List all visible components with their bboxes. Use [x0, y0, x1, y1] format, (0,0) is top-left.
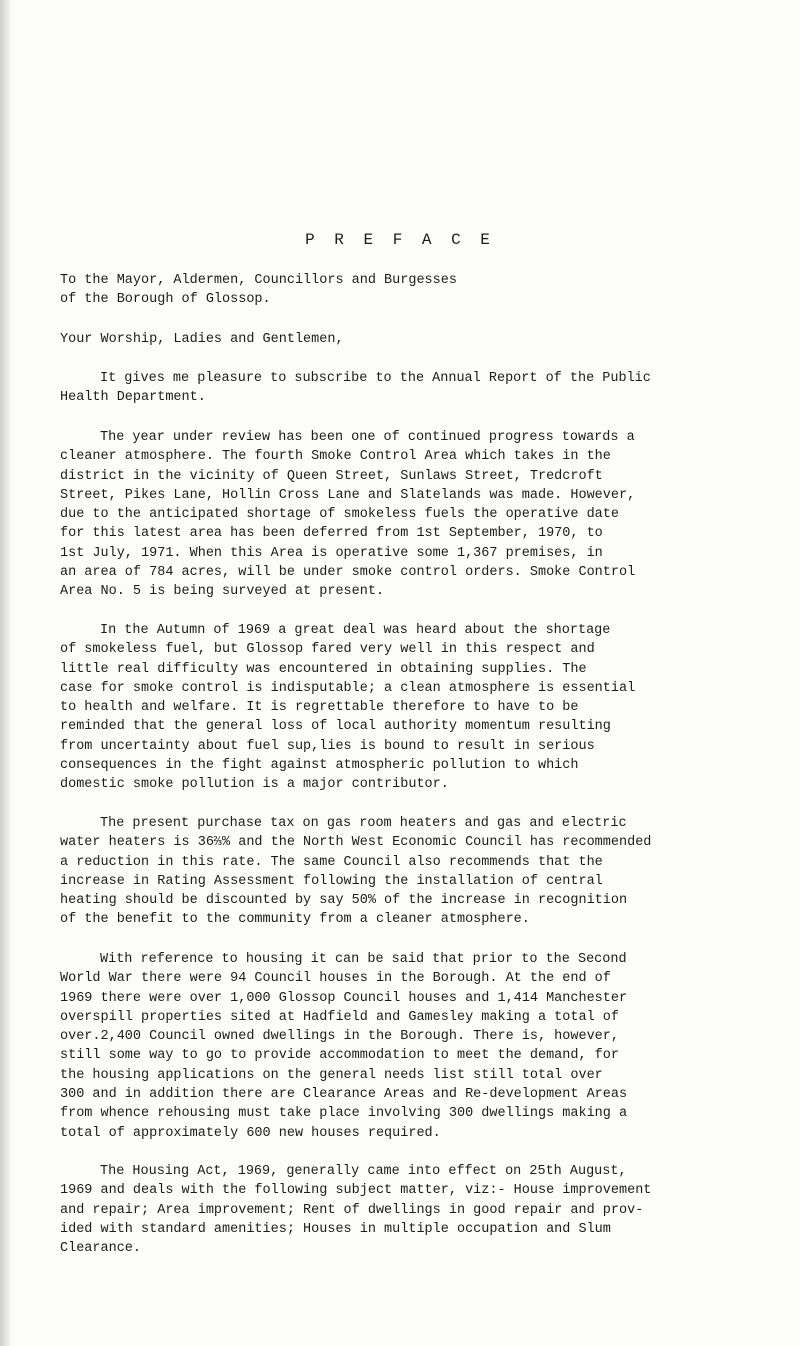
paragraph-purchase-tax: The present purchase tax on gas room heaters and gas and electric water heaters is 36⅔% and the North West Economic Council has recommended a reduction in this rate. The same Council also recommends that the increase in Rating Assessment following the installation of central heating should be discounted by say 50% of the increase in recognition of the benefit to the community from a cleaner atmosphere.	[60, 816, 652, 928]
paragraph-smoke-control: The year under review has been one of continued progress towards a cleaner atmosphere. The fourth Smoke Control Area which takes in the district in the vicinity of Queen Street, Sunlaws Street, Tredcroft Street, Pikes Lane, Hollin Cross Lane and Slatelands was made. However, due to the anticipated shortage of smokeless fuels the operative date for this latest area has been deferred from 1st September, 1970, to 1st July, 1971. When this Area is operative some 1,367 premises, in an area of 784 acres, will be under smoke control orders. Smoke Control Area No. 5 is being surveyed at present.	[60, 430, 636, 600]
page-edge-shadow	[0, 0, 10, 1346]
paragraph-housing-act: The Housing Act, 1969, generally came into effect on 25th August, 1969 and deals with the following subject matter, viz:- House improvement and repair; Area improvement; Rent of dwellings in good repair and prov- ided with standard amenities; Houses in multiple occupation and Slum Clearance.	[60, 1164, 652, 1257]
paragraph-housing: With reference to housing it can be said that prior to the Second World War there were 94 Council houses in the Borough. At the end of 1969 there were over 1,000 Glossop Council houses and 1,414 Manchester overspill properties sited at Hadfield and Gamesley making a total of over.2,400 Council owned dwellings in the Borough. There is, however, still some way to go to provide accommodation to meet the demand, for the housing applications on the general needs list still total over 300 and in addition there are Clearance Areas and Re-development Areas from whence rehousing must take place involving 300 dwellings making a total of approximately 600 new houses required.	[60, 952, 628, 1141]
address-block: To the Mayor, Aldermen, Councillors and Burgesses of the Borough of Glossop.	[60, 273, 457, 308]
page-title: P R E F A C E	[305, 231, 495, 249]
salutation: Your Worship, Ladies and Gentlemen,	[60, 332, 344, 347]
paragraph-smokeless-fuel: In the Autumn of 1969 a great deal was heard about the shortage of smokeless fuel, but Glossop fared very well in this respect and little real difficulty was encountered in obtaining supplies. The case for smoke control is indisputable; a clean atmosphere is essential to health and welfare. It is regrettable therefore to have to be reminded that the general loss of local authority momentum resulting from uncertainty about fuel sup,lies is bound to result in serious consequences in the fight against atmospheric pollution to which domestic smoke pollution is a major contributor.	[60, 623, 636, 793]
paragraph-intro: It gives me pleasure to subscribe to the Annual Report of the Public Health Department.	[60, 371, 651, 406]
